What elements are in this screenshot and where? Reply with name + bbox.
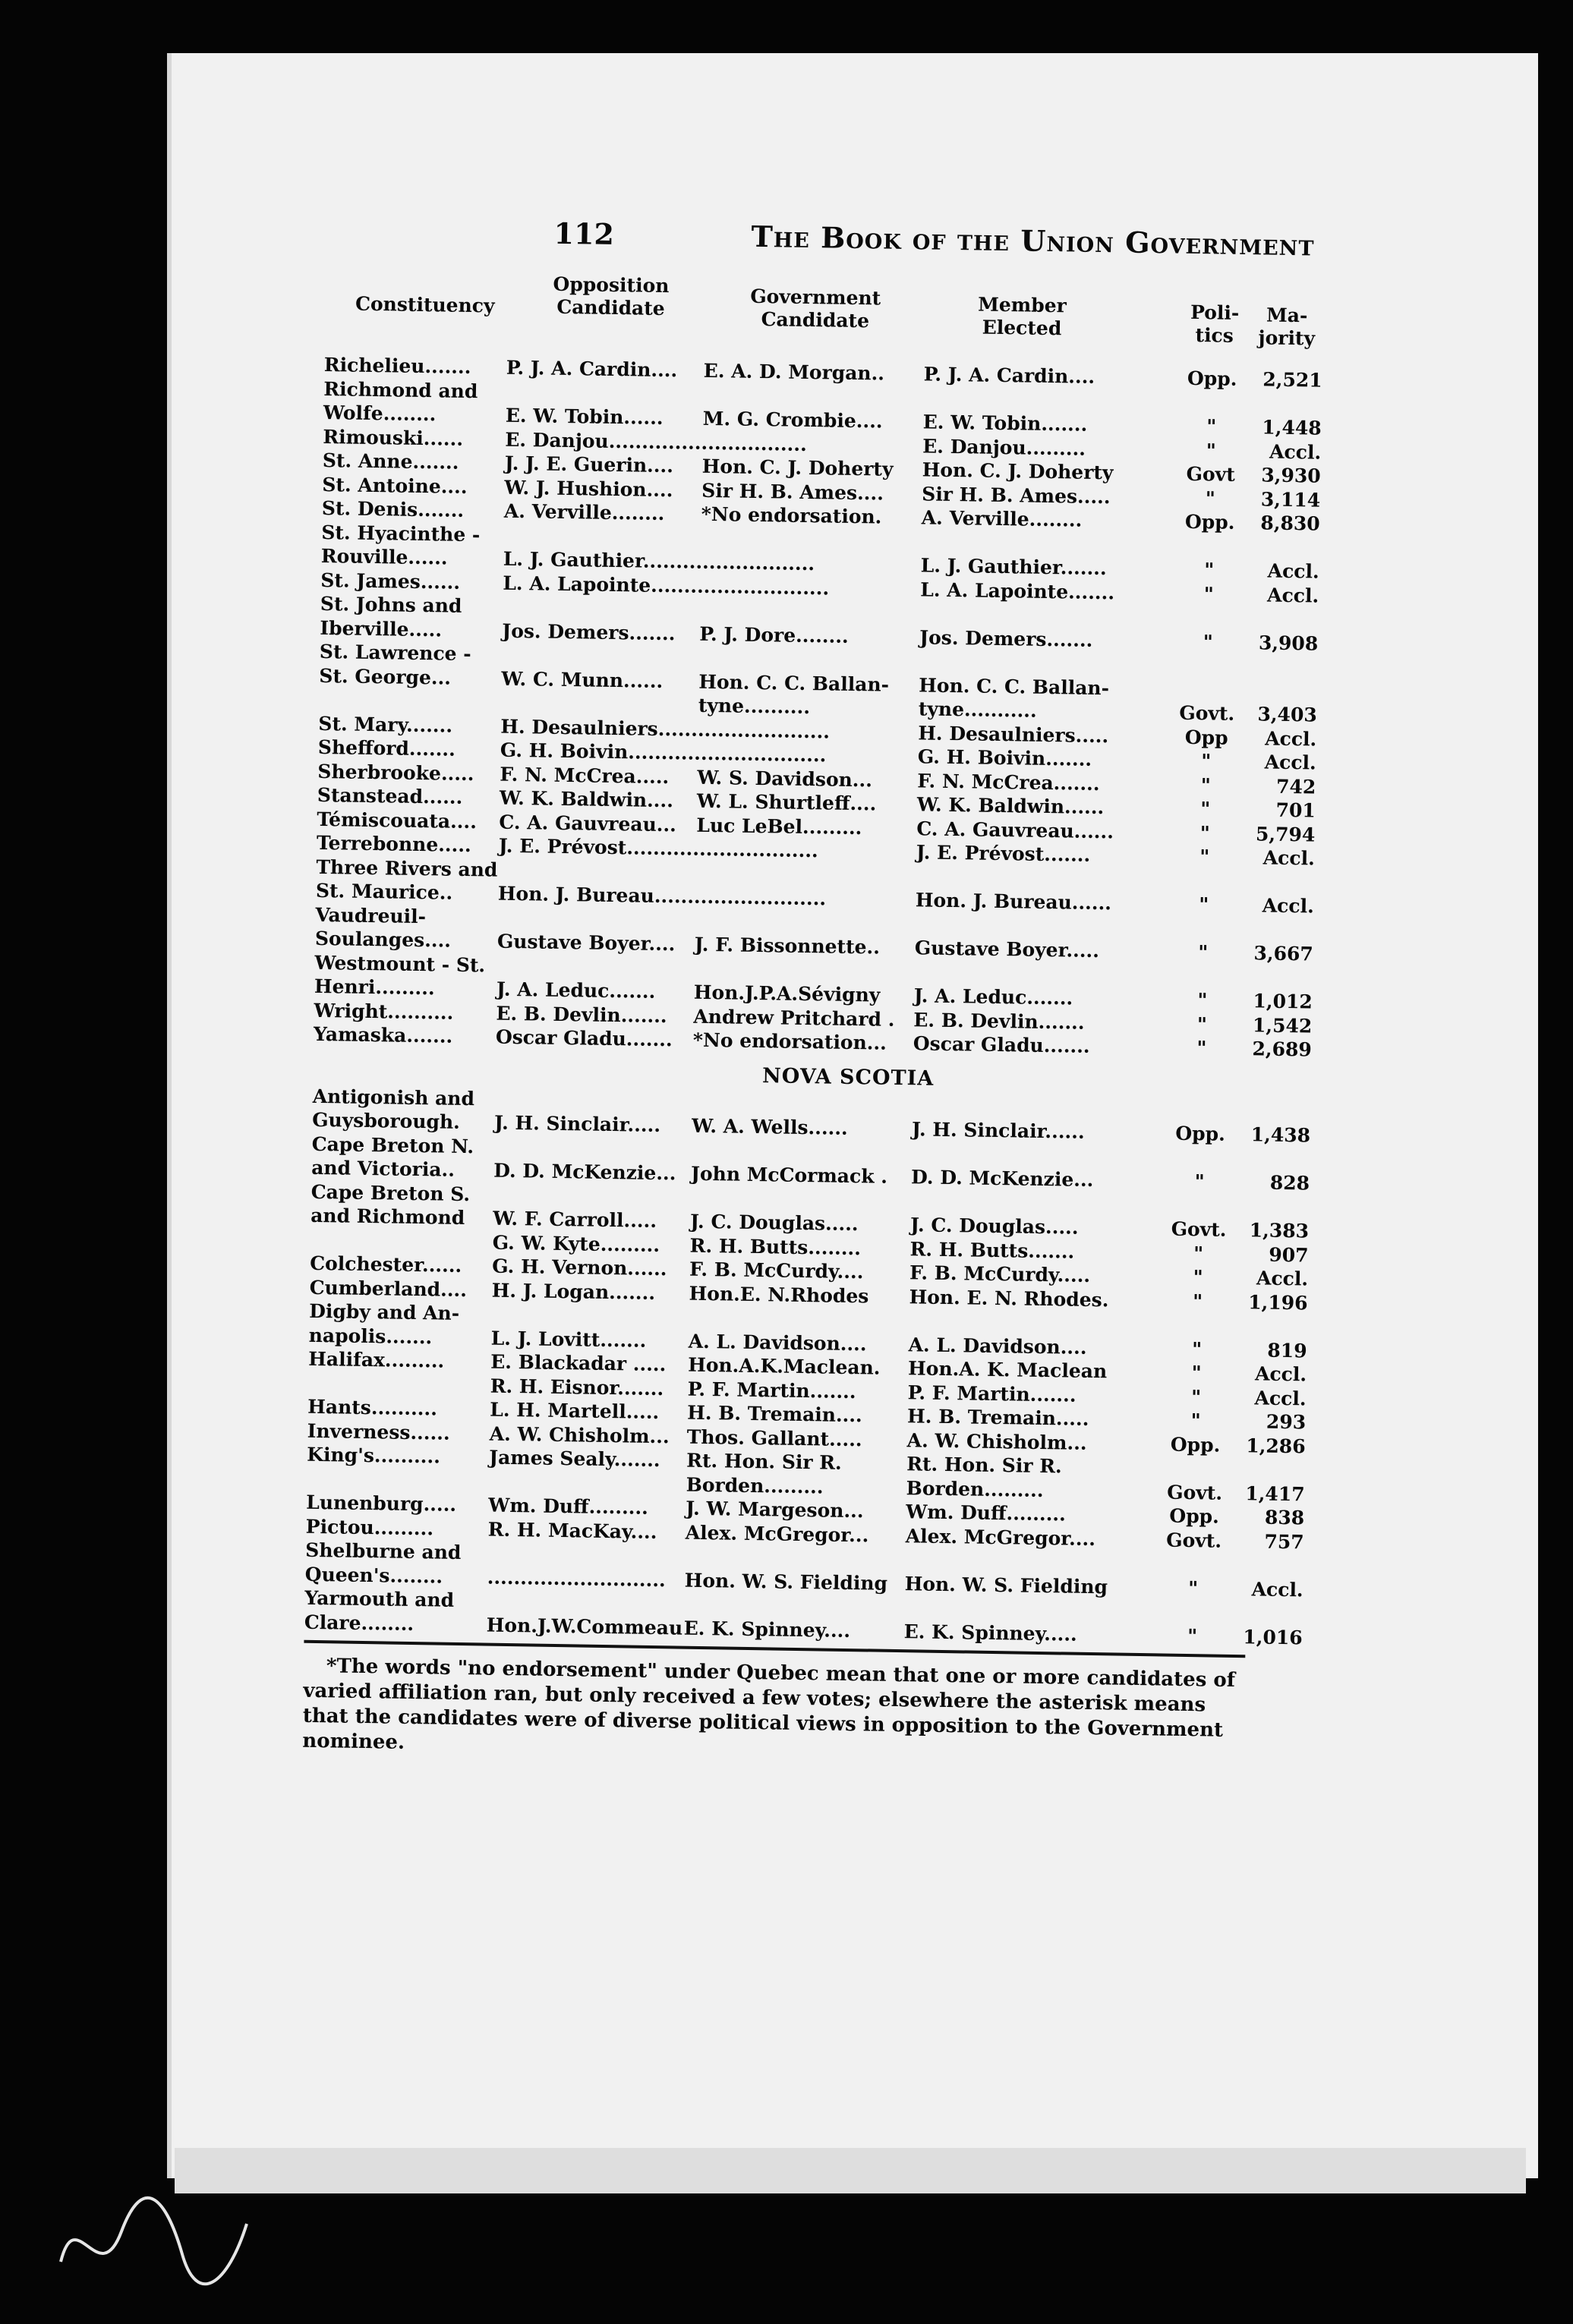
cell-politics: " [1205,487,1215,509]
cell-opposition-candidate: E. Blackadar ..... [490,1350,667,1376]
cell-government-candidate: *No endorsation. [701,502,882,528]
cell-majority: 3,114 [1260,487,1321,512]
quebec-results-table [314,353,1501,1065]
cell-constituency: St. Antoine.... [322,473,468,498]
cell-opposition-candidate: E. Danjou.............................. [505,428,808,455]
cell-government-candidate: Hon. W. S. Fielding [684,1569,888,1595]
cell-politics: " [1200,798,1211,820]
cell-politics: " [1199,893,1209,916]
cell-government-candidate: Hon. C. J. Doherty [701,455,894,480]
cell-majority: Accl. [1264,751,1316,774]
cell-constituency: Wolfe........ [323,401,437,426]
cell-constituency: Guysborough. [311,1108,461,1133]
cell-constituency: Yarmouth and [304,1586,455,1611]
cell-opposition-candidate: J. A. Leduc....... [496,978,656,1003]
cell-majority: Accl. [1256,1267,1309,1290]
cell-constituency: St. Johns and [320,592,462,617]
cell-politics: Opp. [1169,1504,1220,1528]
cell-opposition-candidate: Wm. Duff......... [488,1494,649,1519]
cell-majority: 757 [1264,1530,1304,1553]
cell-majority: 838 [1264,1506,1305,1529]
cell-politics [1181,390,1242,391]
cell-member-elected: P. J. A. Cardin.... [923,363,1095,388]
cell-majority: 1,196 [1248,1290,1308,1314]
cell-government-candidate: John McCormack . [690,1162,888,1188]
cell-constituency: St. Denis....... [321,496,465,521]
cell-constituency: Cape Breton N. [311,1132,474,1157]
cell-constituency: St. George... [319,664,452,689]
cell-politics: " [1187,1624,1198,1647]
cell-government-candidate: Hon. C. C. Ballan- [698,670,890,696]
cell-government-candidate: J. W. Margeson... [686,1497,864,1523]
cell-majority: 3,908 [1258,631,1319,655]
page-content [302,213,1503,1772]
cell-constituency: Shefford....... [317,735,456,760]
cell-opposition-candidate: A. Verville........ [503,499,665,525]
cell-constituency: napolis....... [308,1324,433,1348]
cell-constituency: Rouville...... [320,544,448,569]
cell-constituency: Lunenburg..... [306,1491,457,1516]
header-majority: Ma- jority [1258,304,1316,350]
cell-member-elected: F. N. McCrea....... [917,769,1100,795]
cell-opposition-candidate: P. J. A. Cardin.... [506,356,678,382]
cell-politics: Govt. [1167,1481,1223,1504]
cell-opposition-candidate: W. C. Munn...... [501,667,664,692]
cell-constituency: St. Lawrence - [319,640,471,666]
cell-politics: " [1201,750,1212,773]
cell-constituency: St. Anne....... [322,449,459,474]
cell-politics [1163,1552,1224,1553]
cell-opposition-candidate: Gustave Boyer.... [496,930,676,956]
cell-politics: " [1206,439,1216,461]
cell-government-candidate: J. C. Douglas..... [689,1210,859,1236]
header-opposition: Opposition Candidate [553,272,670,320]
cell-majority: 1,542 [1252,1013,1313,1038]
cell-member-elected: J. E. Prévost....... [916,841,1091,866]
cell-politics [1177,677,1238,678]
cell-government-candidate: Thos. Gallant..... [686,1425,862,1450]
cell-member-elected: J. A. Leduc....... [913,984,1073,1009]
cell-government-candidate: *No endorsation... [692,1028,887,1054]
cell-politics [1173,964,1234,965]
cell-constituency: St. Hyacinthe - [321,521,481,546]
cell-constituency: Queen's........ [304,1563,443,1588]
cell-politics: " [1200,773,1212,796]
header-constituency: Constituency [355,292,495,317]
cell-government-candidate: M. G. Crombie.... [702,407,883,433]
cell-government-candidate: Hon.A.K.Maclean. [687,1353,881,1379]
cell-member-elected: L. A. Lapointe....... [920,578,1115,603]
cell-member-elected: E. Danjou......... [922,434,1086,460]
cell-majority: 5,794 [1255,822,1316,846]
cell-government-candidate: W. L. Shurtleff.... [696,789,877,815]
cell-constituency: Henri......... [314,975,435,1000]
cell-member-elected: Hon. E. N. Rhodes. [909,1285,1109,1311]
cell-opposition-candidate: L. J. Gauthier.......................... [503,547,815,575]
cell-government-candidate: R. H. Butts........ [689,1234,862,1259]
cell-member-elected: R. H. Butts....... [909,1237,1075,1263]
cell-opposition-candidate: W. J. Hushion.... [504,476,673,501]
cell-government-candidate: Rt. Hon. Sir R. [686,1449,842,1474]
cell-opposition-candidate: H. J. Logan....... [491,1279,656,1304]
cell-constituency: King's.......... [307,1443,441,1468]
cell-constituency: Témiscouata.... [317,808,478,833]
cell-opposition-candidate: Hon.J.W.Commeau [486,1614,683,1639]
cell-majority: 1,286 [1246,1434,1306,1457]
cell-constituency: St. James...... [320,568,461,594]
cell-member-elected: Wm. Duff......... [905,1501,1067,1526]
cell-opposition-candidate: D. D. McKenzie... [493,1159,676,1185]
cell-constituency: St. Mary....... [318,712,453,737]
cell-opposition-candidate: R. H. Eisnor....... [490,1375,664,1400]
cell-opposition-candidate: G. W. Kyte......... [492,1231,660,1256]
cell-majority: 2,521 [1262,368,1322,392]
cell-member-elected: H. Desaulniers..... [918,721,1109,747]
cell-politics: Govt [1186,462,1235,486]
cell-member-elected: F. B. McCurdy..... [909,1261,1091,1286]
cell-majority: 1,012 [1253,990,1313,1013]
cell-government-candidate: Borden......... [686,1473,824,1497]
cell-member-elected: Hon. C. J. Doherty [922,458,1114,484]
cell-majority: 1,448 [1262,416,1322,439]
cell-politics [1171,1097,1231,1098]
cell-opposition-candidate: Oscar Gladu....... [495,1025,673,1051]
cell-majority: Accl. [1267,559,1319,583]
cell-government-candidate: P. F. Martin....... [687,1378,856,1403]
cell-constituency: Soulanges.... [314,927,452,952]
cell-politics: Govt. [1166,1529,1222,1552]
cell-opposition-candidate: Jos. Demers....... [502,619,676,644]
cell-constituency: Vaudreuil- [315,903,427,927]
cell-politics [1177,653,1238,654]
cell-politics: " [1206,415,1217,438]
cell-politics: " [1190,1385,1202,1408]
cell-opposition-candidate: L. J. Lovitt....... [490,1327,647,1352]
cell-constituency: Stanstead...... [317,783,463,808]
cell-member-elected: Rt. Hon. Sir R. [906,1453,1062,1478]
cell-constituency: Rimouski...... [323,425,464,450]
cell-member-elected: Oscar Gladu....... [913,1032,1090,1057]
cell-politics: " [1199,846,1210,868]
cell-opposition-candidate: James Sealy....... [489,1446,660,1472]
cell-majority: 907 [1269,1243,1309,1266]
section-title-nova-scotia: NOVA SCOTIA [761,1063,935,1091]
cell-majority: 1,383 [1249,1219,1310,1242]
cell-politics: " [1199,821,1211,844]
cell-opposition-candidate: E. B. Devlin....... [496,1002,667,1027]
cell-member-elected: Sir H. B. Ames..... [922,482,1111,508]
cell-majority: 1,438 [1250,1123,1311,1147]
cell-opposition-candidate: L. H. Martell..... [490,1398,660,1424]
cell-majority: 701 [1275,798,1316,822]
cell-politics: Opp. [1170,1433,1221,1456]
cell-member-elected: G. H. Boivin....... [917,745,1092,770]
cell-politics [1169,1193,1230,1194]
cell-constituency: Richelieu....... [323,353,471,379]
cell-majority: 3,930 [1261,464,1321,487]
cell-politics: " [1194,1170,1205,1193]
cell-constituency: and Victoria.. [311,1156,456,1181]
cell-member-elected: Hon.A. K. Maclean [907,1357,1108,1383]
cell-member-elected: Borden......... [906,1476,1044,1501]
page-number: 112 [553,216,615,251]
cell-constituency: Antigonish and [312,1085,475,1110]
cell-member-elected: C. A. Gauvreau...... [916,817,1114,842]
cell-opposition-candidate: H. Desaulniers.......................... [500,715,831,742]
cell-constituency: Pictou......... [305,1515,434,1539]
cell-government-candidate: H. B. Tremain.... [686,1401,863,1427]
cell-majority: 3,403 [1257,703,1317,726]
cell-member-elected: A. L. Davidson.... [908,1333,1087,1359]
cell-government-candidate: Andrew Pritchard . [693,1005,895,1031]
cell-opposition-candidate: J. E. Prévost............................. [498,834,818,862]
cell-opposition-candidate: A. W. Chisholm... [489,1422,670,1447]
cell-majority: 819 [1267,1339,1307,1362]
header-politics: Poli- tics [1190,301,1240,347]
cell-politics: " [1196,1012,1208,1035]
cell-member-elected: E. K. Spinney..... [903,1620,1078,1645]
cell-member-elected: P. F. Martin....... [907,1381,1077,1406]
cell-majority: 293 [1266,1410,1307,1434]
cell-majority: Accl. [1254,1362,1307,1386]
cell-politics: Govt. [1171,1217,1227,1241]
page-bottom-edge [175,2148,1526,2193]
cell-politics [1174,868,1235,869]
cell-politics: " [1197,989,1208,1012]
cell-majority: 8,830 [1260,512,1320,535]
cell-politics: " [1203,582,1214,605]
cell-constituency: Iberville..... [320,616,443,641]
cell-constituency: Westmount - St. [314,951,486,976]
header-member-elected: Member Elected [977,293,1067,340]
header-government: Government Candidate [750,285,881,332]
cell-opposition-candidate: L. A. Lapointe........................... [503,572,830,599]
cell-member-elected: W. K. Baldwin...... [916,793,1105,819]
cell-member-elected: D. D. McKenzie... [910,1166,1094,1192]
cell-politics: Govt. [1179,701,1235,725]
cell-politics: " [1196,1037,1207,1060]
cell-constituency: Halifax......... [308,1347,445,1372]
cell-politics: " [1204,559,1215,581]
cell-opposition-candidate: F. N. McCrea..... [500,763,670,788]
cell-majority: Accl. [1254,1386,1307,1409]
cell-constituency: Terrebonne..... [316,831,471,857]
cell-government-candidate: Hon.J.P.A.Sévigny [693,981,881,1006]
cell-government-candidate: Hon.E. N.Rhodes [689,1282,869,1307]
cell-constituency: Inverness...... [307,1419,450,1444]
cell-opposition-candidate: G. H. Vernon...... [491,1255,667,1280]
cell-politics: " [1203,630,1214,653]
cell-government-candidate: Alex. McGregor... [685,1521,869,1546]
thread-scribble [53,2186,258,2300]
cell-government-candidate: E. K. Spinney.... [683,1617,851,1642]
cell-politics: Opp [1184,726,1228,749]
cell-government-candidate: F. B. McCurdy.... [689,1258,864,1283]
cell-member-elected: Hon. J. Bureau...... [915,889,1112,915]
cell-constituency: and Richmond [311,1204,465,1230]
cell-politics: " [1187,1576,1199,1599]
cell-member-elected: A. Verville........ [921,506,1083,531]
cell-politics: " [1193,1242,1204,1264]
cell-politics [1170,1145,1231,1146]
cell-opposition-candidate: G. H. Boivin.............................. [500,738,827,767]
cell-member-elected: H. B. Tremain..... [906,1405,1089,1430]
cell-government-candidate: P. J. Dore........ [699,622,849,647]
cell-majority: Accl. [1262,894,1315,918]
cell-member-elected: J. H. Sinclair...... [911,1118,1085,1143]
cell-member-elected: Gustave Boyer..... [914,937,1100,962]
cell-constituency: Shelburne and [305,1538,462,1564]
cell-constituency: Digby and An- [309,1299,460,1324]
cell-opposition-candidate: R. H. MacKay.... [487,1518,657,1543]
cell-politics: Opp. [1175,1122,1226,1145]
cell-member-elected: L. J. Gauthier....... [920,554,1107,580]
running-head: The Book of the Union Government [751,219,1315,263]
cell-member-elected: Alex. McGregor.... [905,1524,1096,1550]
cell-politics: " [1191,1362,1202,1384]
cell-government-candidate: J. F. Bissonnette.. [694,933,881,959]
cell-government-candidate: Luc LeBel......... [696,814,862,839]
cell-member-elected: tyne........... [918,698,1037,722]
cell-constituency: Wright.......... [314,999,454,1024]
cell-opposition-candidate: W. F. Carroll..... [492,1207,657,1232]
cell-constituency: Richmond and [323,377,478,402]
cell-constituency: Colchester...... [310,1252,462,1277]
cell-majority: Accl. [1266,584,1319,607]
footnote: *The words "no endorsement" under Quebec mean that one or more candidates of varied affiliation ran, but only received a few votes; elsewhere the asterisk means that the candidates were of diverse political views in opposition to the Government nominee. [302,1655,1236,1754]
cell-opposition-candidate: W. K. Baldwin.... [499,786,674,812]
cell-member-elected: Hon. C. C. Ballan- [919,673,1110,699]
cell-majority: Accl. [1269,440,1322,464]
cell-opposition-candidate: E. W. Tobin...... [505,404,664,430]
cell-politics [1167,1313,1228,1314]
cell-constituency: St. Maurice.. [315,879,453,904]
cell-politics: Opp. [1187,367,1237,390]
cell-majority: 742 [1275,775,1316,798]
cell-politics: " [1190,1409,1201,1432]
cell-politics: " [1193,1266,1203,1289]
cell-government-candidate: W. S. Davidson... [697,766,873,791]
cell-constituency: Cape Breton S. [311,1180,471,1205]
cell-majority: Accl. [1262,846,1316,870]
cell-constituency: Sherbrooke..... [317,760,474,785]
cell-member-elected: Jos. Demers....... [919,625,1093,651]
cell-opposition-candidate: J. H. Sinclair..... [493,1111,661,1137]
cell-majority: 1,417 [1245,1482,1305,1505]
cell-politics: Opp. [1184,510,1235,534]
cell-politics: " [1192,1290,1203,1312]
cell-politics: " [1191,1337,1203,1360]
cell-constituency: Three Rivers and [316,855,498,881]
cell-majority: 1,016 [1243,1625,1303,1649]
cell-government-candidate: A. L. Davidson.... [688,1330,867,1355]
cell-politics [1174,916,1234,917]
cell-opposition-candidate: C. A. Gauvreau... [499,811,677,836]
cell-government-candidate: Sir H. B. Ames.... [701,479,884,505]
cell-member-elected: E. W. Tobin....... [922,411,1088,436]
cell-constituency: Cumberland.... [309,1276,468,1301]
cell-opposition-candidate: ........................... [487,1566,666,1591]
cell-government-candidate: tyne.......... [698,694,811,719]
cell-politics: " [1198,941,1209,964]
cell-constituency: Clare........ [304,1611,415,1635]
cell-member-elected: E. B. Devlin....... [913,1008,1085,1034]
cell-government-candidate: W. A. Wells...... [691,1114,849,1139]
cell-member-elected: J. C. Douglas..... [909,1214,1079,1239]
cell-majority: 2,689 [1252,1038,1313,1061]
cell-constituency: Yamaska....... [313,1022,453,1047]
cell-member-elected: A. W. Chisholm... [906,1428,1087,1454]
cell-politics [1162,1600,1223,1601]
cell-member-elected: Hon. W. S. Fielding [904,1572,1108,1598]
nova-scotia-results-table [304,1084,1489,1652]
cell-majority: 3,667 [1253,942,1314,965]
cell-majority: Accl. [1251,1577,1303,1601]
cell-government-candidate: E. A. D. Morgan.. [703,359,885,385]
cell-opposition-candidate: J. J. E. Guerin.... [504,452,674,477]
cell-opposition-candidate: Hon. J. Bureau.......................... [497,882,827,910]
cell-majority: 828 [1269,1171,1310,1195]
cell-majority: Accl. [1265,727,1317,751]
cell-politics [1165,1456,1225,1457]
cell-constituency: Hants.......... [307,1395,438,1420]
